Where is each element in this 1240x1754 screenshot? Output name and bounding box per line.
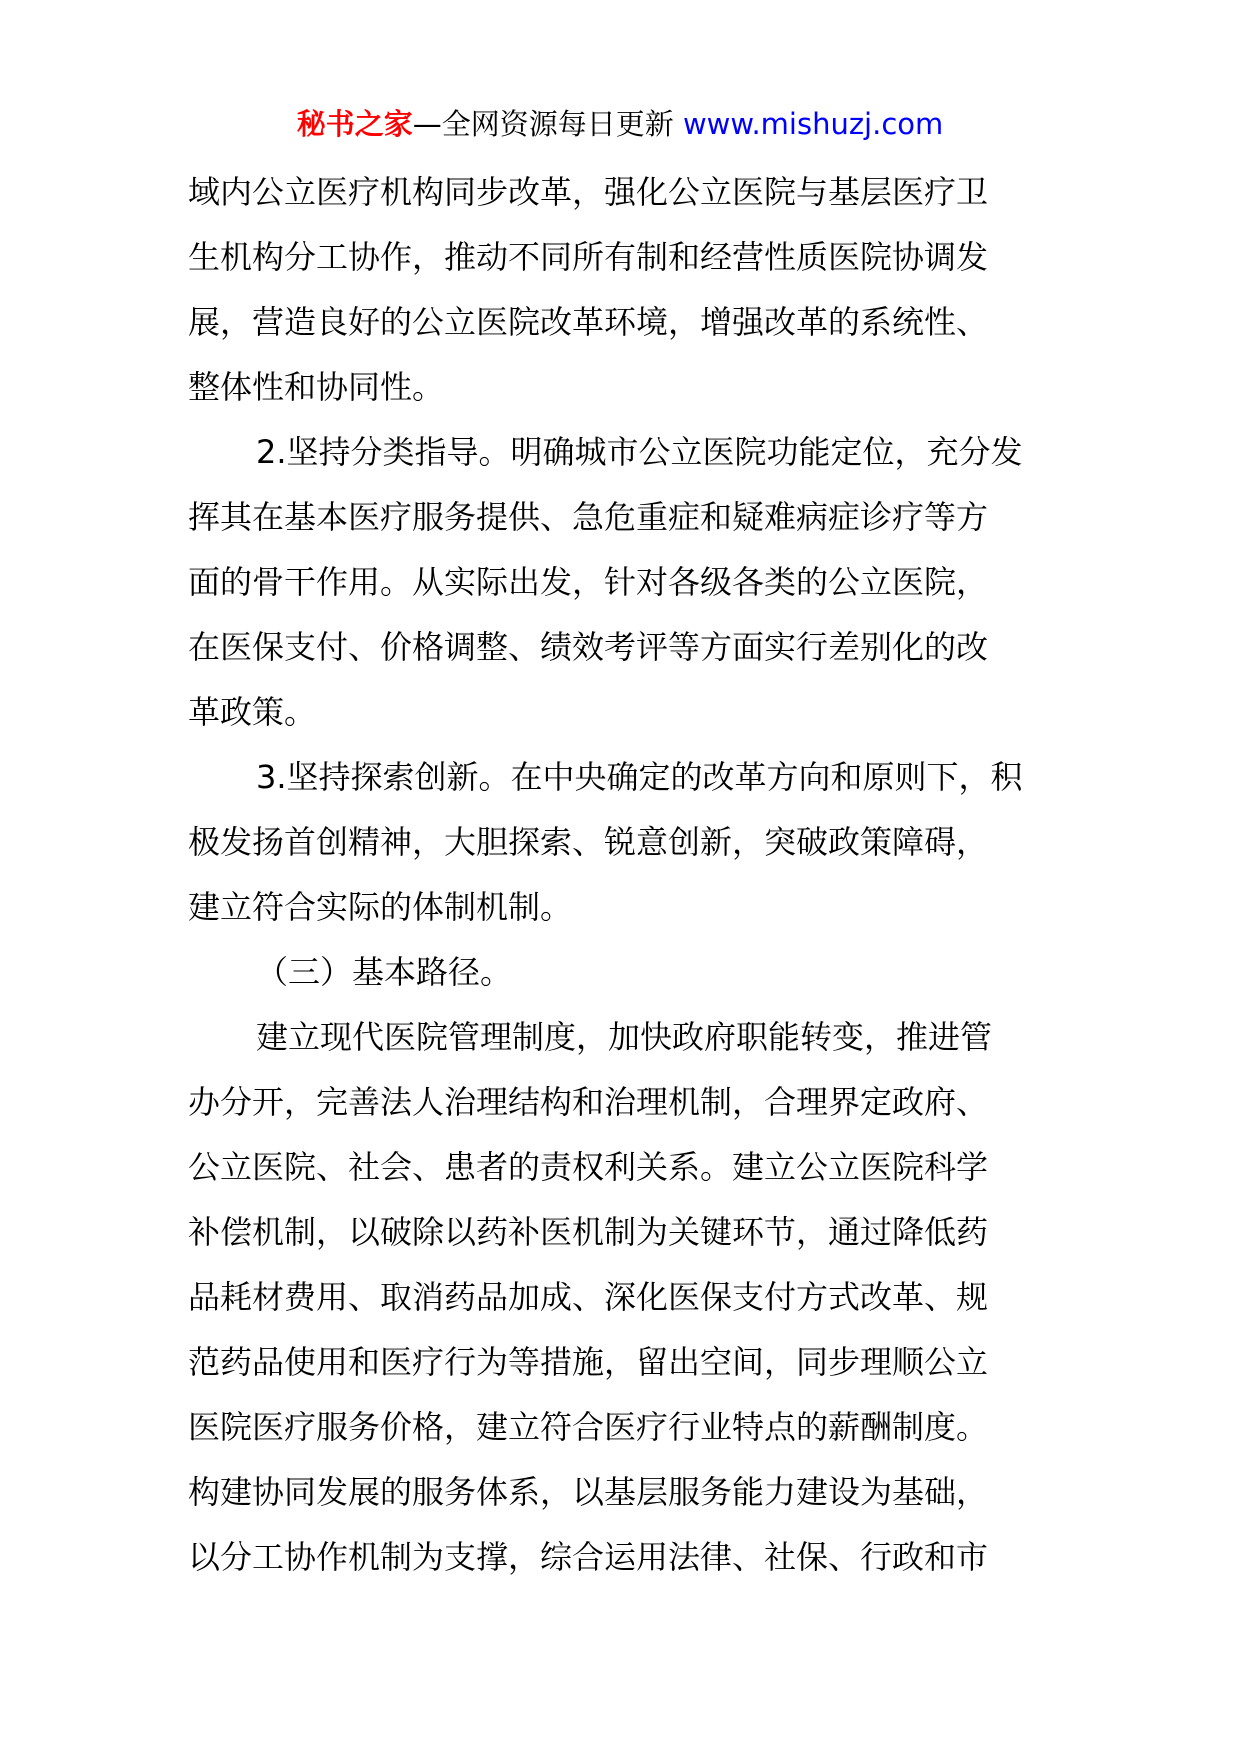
brand-name: 秘书之家: [296, 107, 413, 141]
text-line: 医院医疗服务价格，建立符合医疗行业特点的薪酬制度。: [188, 1408, 989, 1446]
section-heading: （三）基本路径。: [256, 953, 513, 991]
text-line: 生机构分工协作，推动不同所有制和经营性质医院协调发: [188, 238, 989, 276]
text-line: 域内公立医疗机构同步改革，强化公立医院与基层医疗卫: [188, 173, 989, 211]
text-line: 挥其在基本医疗服务提供、急危重症和疑难病症诊疗等方: [188, 498, 989, 536]
text-line: 建立符合实际的体制机制。: [188, 888, 573, 926]
text-line: 2.坚持分类指导。明确城市公立医院功能定位，充分发: [256, 433, 1023, 471]
text-line: 范药品使用和医疗行为等措施，留出空间，同步理顺公立: [188, 1343, 989, 1381]
text-line: 以分工协作机制为支撑，综合运用法律、社保、行政和市: [188, 1538, 989, 1576]
text-line: 办分开，完善法人治理结构和治理机制，合理界定政府、: [188, 1083, 989, 1121]
text-line: 品耗材费用、取消药品加成、深化医保支付方式改革、规: [188, 1278, 989, 1316]
text-line: 补偿机制，以破除以药补医机制为关键环节，通过降低药: [188, 1213, 989, 1251]
text-line: 构建协同发展的服务体系，以基层服务能力建设为基础，: [188, 1473, 989, 1511]
header-tagline: —全网资源每日更新: [412, 107, 674, 141]
text-line: 公立医院、社会、患者的责权利关系。建立公立医院科学: [188, 1148, 989, 1186]
text-line: 在医保支付、价格调整、绩效考评等方面实行差别化的改: [188, 628, 989, 666]
text-line: 建立现代医院管理制度，加快政府职能转变，推进管: [256, 1018, 993, 1056]
page-header: [0, 104, 1240, 144]
document-body: [188, 160, 1058, 1590]
text-line: 面的骨干作用。从实际出发，针对各级各类的公立医院，: [188, 563, 989, 601]
site-url-link[interactable]: www.mishuzj.com: [682, 107, 944, 141]
text-line: 展，营造良好的公立医院改革环境，增强改革的系统性、: [188, 303, 989, 341]
text-line: 整体性和协同性。: [188, 368, 445, 406]
text-line: 极发扬首创精神，大胆探索、锐意创新，突破政策障碍，: [188, 823, 989, 861]
text-line: 革政策。: [188, 693, 317, 731]
text-line: 3.坚持探索创新。在中央确定的改革方向和原则下，积: [256, 758, 1023, 796]
